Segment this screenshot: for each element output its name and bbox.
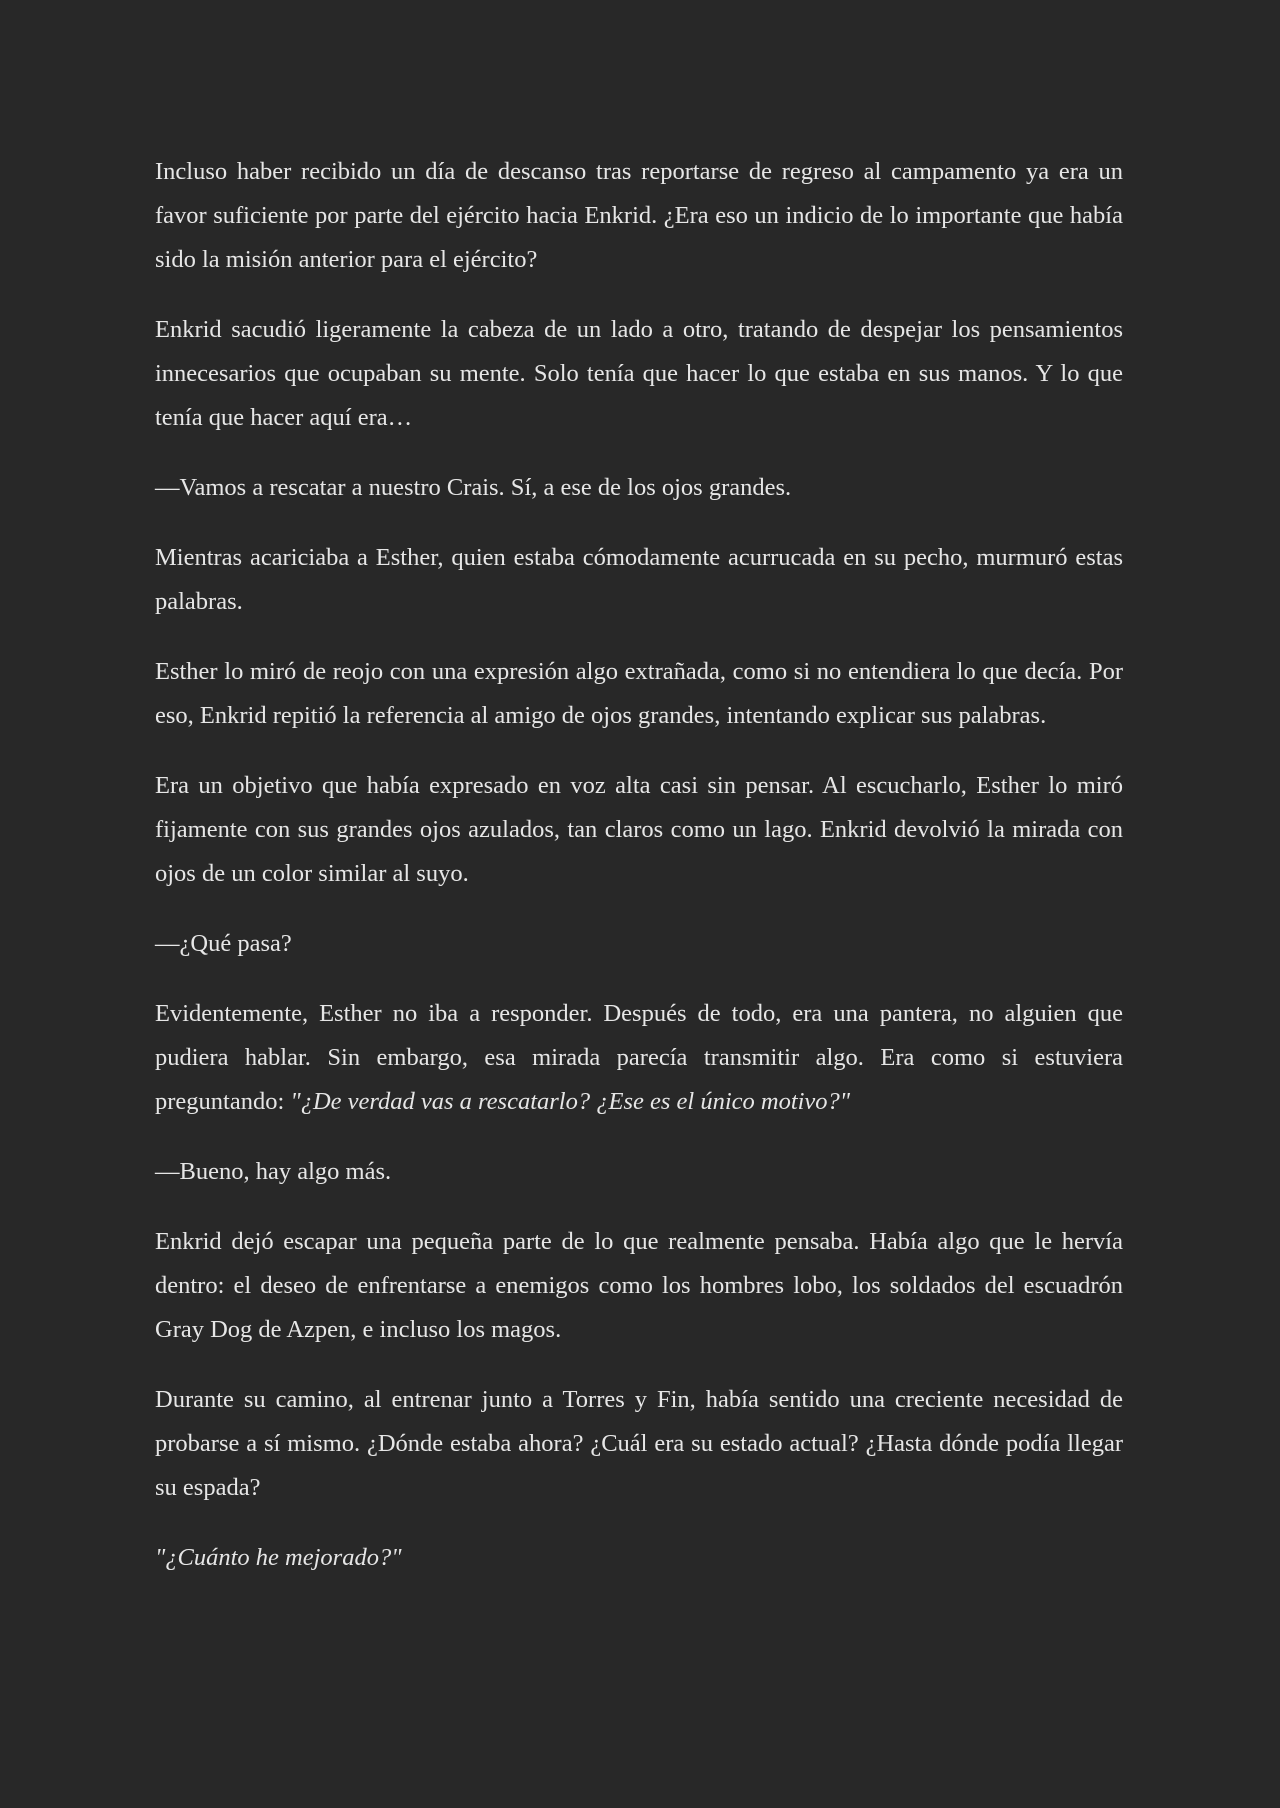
paragraph-text: Era un objetivo que había expresado en voz alta casi sin pensar. Al escucharlo, Esther lo miró fijamente con sus grandes ojos azulados, tan claros como un lago. Enkrid devolvió la mirada con ojos de un color similar al suyo. bbox=[155, 772, 1123, 887]
paragraph-text: Esther lo miró de reojo con una expresión algo extrañada, como si no entendiera lo que decía. Por eso, Enkrid repitió la referencia al amigo de ojos grandes, intentando explicar sus palabras. bbox=[155, 658, 1123, 729]
paragraph-6 bbox=[155, 764, 1123, 896]
paragraph-10 bbox=[155, 1220, 1123, 1352]
inner-thought-line bbox=[155, 1536, 1123, 1580]
inner-thought-italic: "¿De verdad vas a rescatarlo? ¿Ese es el único motivo?" bbox=[290, 1088, 851, 1115]
paragraph-text: Enkrid sacudió ligeramente la cabeza de un lado a otro, tratando de despejar los pensamientos innecesarios que ocupaban su mente. Solo tenía que hacer lo que estaba en sus manos. Y lo que tenía que hacer aquí era… bbox=[155, 316, 1123, 431]
paragraph-1 bbox=[155, 150, 1123, 282]
inner-thought-italic: "¿Cuánto he mejorado?" bbox=[155, 1544, 402, 1571]
dialogue-text: —Vamos a rescatar a nuestro Crais. Sí, a ese de los ojos grandes. bbox=[155, 474, 792, 501]
dialogue-line-1 bbox=[155, 466, 1123, 510]
paragraph-2 bbox=[155, 308, 1123, 440]
dialogue-text: —¿Qué pasa? bbox=[155, 930, 292, 957]
paragraph-4 bbox=[155, 536, 1123, 624]
chapter-body bbox=[155, 150, 1123, 1580]
dialogue-text: —Bueno, hay algo más. bbox=[155, 1158, 392, 1185]
paragraph-8 bbox=[155, 992, 1123, 1124]
paragraph-text: Mientras acariciaba a Esther, quien estaba cómodamente acurrucada en su pecho, murmuró estas palabras. bbox=[155, 544, 1123, 615]
paragraph-text: Evidentemente, Esther no iba a responder. Después de todo, era una pantera, no alguien que pudiera hablar. Sin embargo, esa mirada parecía transmitir algo. Era como si estuviera preguntando: bbox=[155, 1000, 1123, 1115]
paragraph-text: Durante su camino, al entrenar junto a Torres y Fin, había sentido una creciente necesidad de probarse a sí mismo. ¿Dónde estaba ahora? ¿Cuál era su estado actual? ¿Hasta dónde podía llegar su espada? bbox=[155, 1386, 1123, 1501]
paragraph-5 bbox=[155, 650, 1123, 738]
paragraph-text: Enkrid dejó escapar una pequeña parte de lo que realmente pensaba. Había algo que le hervía dentro: el deseo de enfrentarse a enemigos como los hombres lobo, los soldados del escuadrón Gray Dog de Azpen, e incluso los magos. bbox=[155, 1228, 1123, 1343]
dialogue-line-2 bbox=[155, 922, 1123, 966]
dialogue-line-3 bbox=[155, 1150, 1123, 1194]
paragraph-11 bbox=[155, 1378, 1123, 1510]
paragraph-text: Incluso haber recibido un día de descanso tras reportarse de regreso al campamento ya era un favor suficiente por parte del ejército hacia Enkrid. ¿Era eso un indicio de lo importante que había sido la misión anterior para el ejército? bbox=[155, 158, 1123, 273]
